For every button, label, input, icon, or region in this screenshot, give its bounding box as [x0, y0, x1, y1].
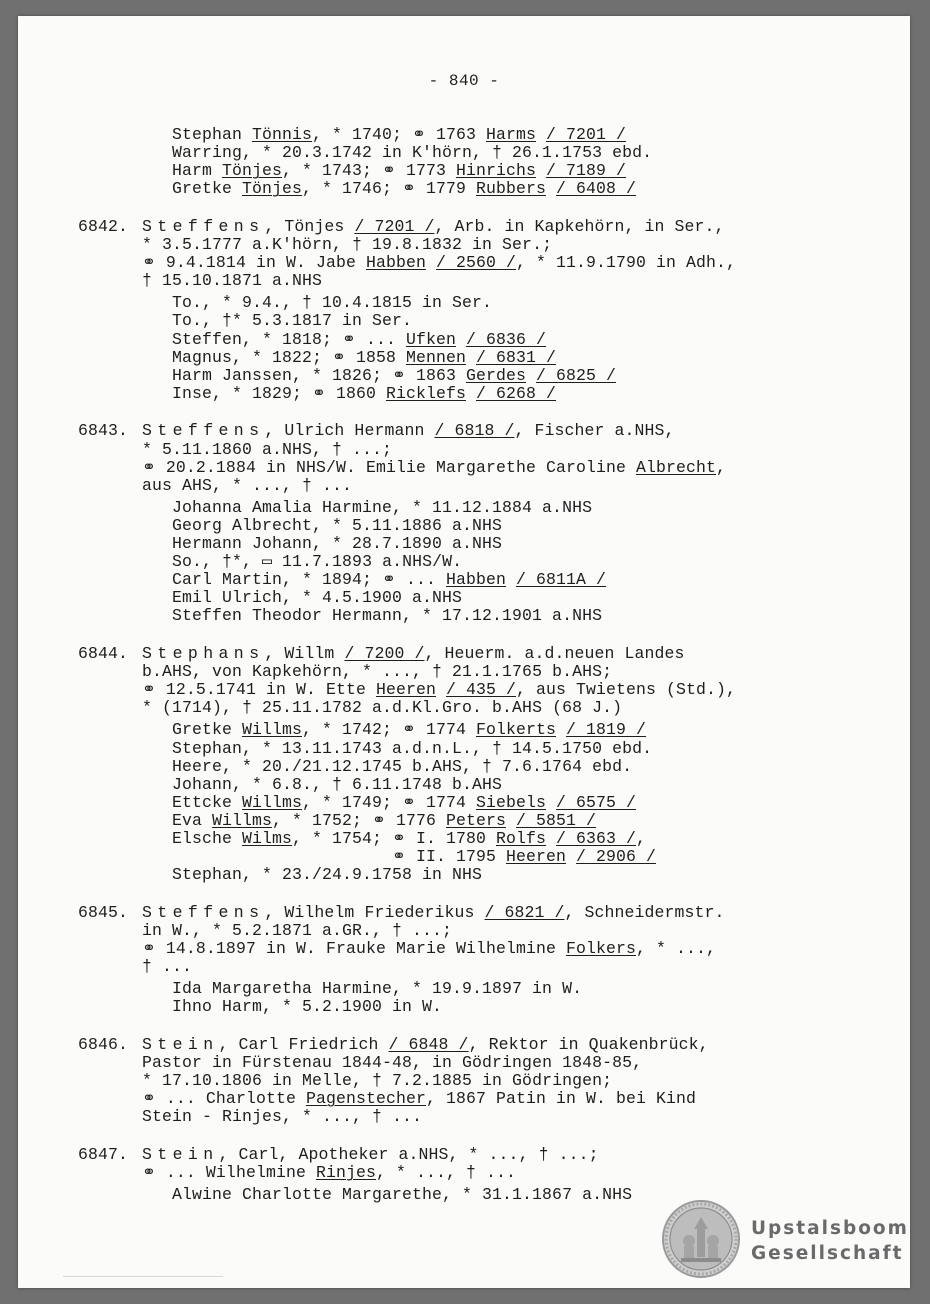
child-line: [172, 367, 616, 385]
text-segment: ⚭ ... Wilhelmine: [142, 1163, 316, 1182]
text-segment: [546, 829, 556, 848]
child-line: [172, 980, 582, 998]
child-line: [172, 848, 656, 866]
underlined-reference: Habben: [365, 253, 426, 273]
text-segment: , * 1749; ⚭ 1774: [302, 792, 476, 812]
text-segment: To., * 9.4., † 10.4.1815 in Ser.: [172, 293, 493, 313]
text-segment: Carl Martin, * 1894; ⚭ ...: [172, 570, 446, 590]
child-line: [172, 758, 632, 776]
entry-line: [142, 681, 736, 699]
underlined-reference: Pagenstecher: [305, 1089, 426, 1109]
text-segment: Ihno Harm, * 5.2.1900 in W.: [172, 997, 443, 1017]
underlined-reference: Tönjes: [222, 161, 283, 181]
underlined-reference: / 7201 /: [546, 125, 627, 144]
surname: Stephans: [142, 644, 265, 663]
text-segment: Harm Janssen, * 1826; ⚭ 1863: [172, 365, 466, 385]
text-segment: , * 1754; ⚭ I. 1780: [292, 829, 496, 848]
entry-line: [142, 1072, 612, 1090]
underlined-reference: Folkers: [566, 939, 637, 958]
text-segment: [526, 366, 536, 385]
underlined-reference: Tönjes: [242, 179, 303, 199]
underlined-reference: / 435 /: [446, 680, 517, 700]
child-line: [172, 162, 626, 180]
surname: Stein: [142, 1144, 219, 1164]
underlined-reference: / 7201 /: [354, 216, 435, 236]
entry-heading: [142, 1036, 709, 1054]
text-segment: [546, 793, 556, 812]
text-segment: Harm: [172, 161, 223, 181]
child-line: [172, 349, 556, 367]
underlined-reference: / 2560 /: [436, 253, 517, 273]
entry-line: [142, 699, 622, 717]
child-line: [172, 776, 502, 794]
text-segment: [466, 384, 476, 403]
document-page: [18, 16, 910, 1288]
underlined-reference: / 6831 /: [476, 347, 557, 367]
text-segment: ,: [716, 457, 727, 477]
text-segment: Stephan: [172, 125, 253, 144]
entry-line: [142, 459, 726, 477]
text-segment: Pastor in Fürstenau 1844-48, in Gödringen 1848-85,: [142, 1053, 643, 1072]
text-segment: , * 1742; ⚭ 1774: [302, 720, 476, 740]
text-segment: aus AHS, * ..., † ...: [142, 475, 353, 495]
underlined-reference: / 6836 /: [466, 329, 547, 349]
text-segment: Eva: [172, 810, 213, 830]
child-line: [172, 553, 462, 571]
page-number: - 840 -: [428, 72, 500, 90]
entry-line: [142, 1164, 516, 1182]
entry-heading: [142, 218, 725, 236]
text-segment: [466, 348, 476, 367]
child-line: [172, 312, 412, 330]
society-seal-icon: [661, 1199, 741, 1279]
text-segment: Johann, * 6.8., † 6.11.1748 b.AHS: [172, 774, 503, 794]
underlined-reference: / 5851 /: [516, 810, 597, 830]
text-segment: Steffen, * 1818; ⚭ ...: [172, 329, 406, 349]
text-segment: , Tönjes: [264, 216, 355, 236]
underlined-reference: / 7200 /: [344, 644, 425, 663]
child-line: [172, 331, 546, 349]
text-segment: Stein - Rinjes, * ..., † ...: [142, 1107, 423, 1127]
underlined-reference: Peters: [445, 810, 506, 830]
text-segment: ⚭ 14.8.1897 in W. Frauke Marie Wilhelmine: [142, 939, 566, 958]
entry-line: [142, 1090, 696, 1108]
underlined-reference: Siebels: [475, 792, 546, 812]
text-segment: [456, 330, 466, 349]
text-segment: Stephan, * 23./24.9.1758 in NHS: [172, 865, 483, 885]
child-line: [172, 144, 652, 162]
entry-number: 6845.: [78, 902, 129, 922]
child-line: [172, 517, 502, 535]
divider: [63, 1276, 223, 1277]
text-segment: in W., * 5.2.1871 a.GR., † ...;: [142, 920, 453, 940]
child-line: [172, 535, 502, 553]
text-segment: , * ..., † ...: [375, 1163, 516, 1182]
text-segment: Ettcke: [172, 792, 243, 812]
text-segment: ⚭ 12.5.1741 in W. Ette: [142, 680, 376, 700]
underlined-reference: Albrecht: [636, 457, 717, 477]
text-segment: , * ...,: [636, 939, 717, 958]
underlined-reference: Heeren: [505, 847, 566, 867]
underlined-reference: / 6811A /: [516, 570, 607, 590]
text-segment: , Carl Friedrich: [218, 1034, 389, 1054]
child-line: [172, 180, 636, 198]
text-segment: † 15.10.1871 a.NHS: [142, 271, 323, 291]
underlined-reference: Willms: [212, 810, 273, 830]
text-segment: , Rektor in Quakenbrück,: [468, 1034, 709, 1054]
underlined-reference: Heeren: [375, 680, 436, 700]
society-name: [751, 1216, 909, 1266]
entry-heading: [142, 422, 675, 440]
text-segment: So., †*, ▭ 11.7.1893 a.NHS/W.: [172, 552, 463, 572]
text-segment: Alwine Charlotte Margarethe, * 31.1.1867 a.NHS: [172, 1185, 633, 1205]
entry-line: [142, 477, 352, 495]
text-segment: Heere, * 20./21.12.1745 b.AHS, † 7.6.1764 ebd.: [172, 756, 633, 776]
underlined-reference: Folkerts: [475, 720, 556, 740]
child-line: [172, 740, 652, 758]
underlined-reference: Harms: [485, 125, 536, 144]
entry-line: [142, 1054, 642, 1072]
underlined-reference: / 7189 /: [546, 161, 627, 181]
child-line: [172, 830, 646, 848]
text-segment: , Arb. in Kapkehörn, in Ser.,: [434, 216, 725, 236]
text-segment: Johanna Amalia Harmine, * 11.12.1884 a.NHS: [172, 497, 593, 517]
entry-line: [142, 254, 736, 272]
underlined-reference: Tönnis: [252, 125, 313, 144]
entry-number: 6847.: [78, 1144, 129, 1164]
child-line: [172, 126, 626, 144]
text-segment: Stephan, * 13.11.1743 a.d.n.L., † 14.5.1750 ebd.: [172, 738, 653, 758]
text-segment: Hermann Johann, * 28.7.1890 a.NHS: [172, 534, 503, 553]
text-segment: To., †* 5.3.1817 in Ser.: [172, 311, 413, 331]
entry-line: [142, 1108, 422, 1126]
text-segment: [506, 570, 516, 589]
child-line: [172, 499, 592, 517]
entry-number: 6842.: [78, 216, 129, 236]
text-segment: ⚭ 20.2.1884 in NHS/W. Emilie Margarethe Caroline: [142, 457, 637, 477]
text-segment: Warring, * 20.3.1742 in K'hörn, † 26.1.1753 ebd.: [172, 143, 653, 163]
surname: Stein: [142, 1034, 219, 1054]
underlined-reference: Wilms: [242, 829, 293, 848]
text-segment: † ...: [142, 957, 193, 977]
text-segment: , Willm: [264, 644, 345, 663]
child-line: [172, 1186, 632, 1204]
underlined-reference: / 6818 /: [434, 421, 515, 441]
text-segment: , * 1752; ⚭ 1776: [272, 810, 446, 830]
text-segment: [506, 811, 516, 830]
underlined-reference: Rolfs: [496, 829, 547, 848]
surname: Steffens: [142, 902, 265, 922]
underlined-reference: / 2906 /: [576, 847, 657, 867]
text-segment: , * 1743; ⚭ 1773: [282, 161, 456, 181]
entry-line: [142, 272, 322, 290]
underlined-reference: / 6363 /: [556, 829, 637, 848]
text-segment: [566, 847, 576, 866]
child-line: [172, 607, 602, 625]
underlined-reference: / 6848 /: [388, 1034, 469, 1054]
text-segment: Magnus, * 1822; ⚭ 1858: [172, 347, 406, 367]
entry-number: 6846.: [78, 1034, 129, 1054]
text-segment: Ida Margaretha Harmine, * 19.9.1897 in W.: [172, 979, 583, 999]
underlined-reference: / 6821 /: [484, 902, 565, 922]
text-segment: , Heuerm. a.d.neuen Landes: [424, 644, 685, 663]
text-segment: Gretke: [172, 179, 243, 199]
entry-heading: [142, 645, 685, 663]
text-segment: * (1714), † 25.11.1782 a.d.Kl.Gro. b.AHS (68 J.): [142, 698, 623, 718]
underlined-reference: / 6575 /: [556, 792, 637, 812]
entry-number: 6844.: [78, 644, 129, 663]
text-segment: , 1867 Patin in W. bei Kind: [425, 1089, 697, 1109]
text-segment: [436, 680, 446, 699]
text-segment: [426, 253, 436, 272]
entry-line: [142, 922, 452, 940]
underlined-reference: / 1819 /: [566, 720, 647, 740]
child-line: [172, 812, 596, 830]
underlined-reference: Willms: [242, 720, 303, 740]
underlined-reference: Ufken: [405, 329, 456, 349]
entry-number: 6843.: [78, 421, 129, 441]
text-segment: Gretke: [172, 720, 243, 740]
text-segment: ⚭ II. 1795: [172, 847, 506, 867]
child-line: [172, 385, 556, 403]
child-line: [172, 721, 646, 739]
text-segment: ⚭ 9.4.1814 in W. Jabe: [142, 253, 366, 273]
entry-line: [142, 940, 716, 958]
entry-line: [142, 441, 392, 459]
child-line: [172, 294, 492, 312]
child-line: [172, 794, 636, 812]
society-name-line: Upstalsboom: [751, 1218, 909, 1239]
text-segment: Georg Albrecht, * 5.11.1886 a.NHS: [172, 515, 503, 535]
text-segment: Emil Ulrich, * 4.5.1900 a.NHS: [172, 588, 463, 608]
text-segment: , * 1740; ⚭ 1763: [312, 125, 486, 144]
underlined-reference: Willms: [242, 792, 303, 812]
text-segment: Inse, * 1829; ⚭ 1860: [172, 383, 386, 403]
text-segment: , Wilhelm Friederikus: [264, 902, 485, 922]
text-segment: , Schneidermstr.: [564, 902, 725, 922]
text-segment: [536, 161, 546, 180]
underlined-reference: Rinjes: [315, 1163, 376, 1182]
underlined-reference: / 6408 /: [556, 179, 637, 199]
entry-line: [142, 236, 552, 254]
underlined-reference: Hinrichs: [455, 161, 536, 181]
entry-line: [142, 663, 612, 681]
text-segment: , Carl, Apotheker a.NHS, * ..., † ...;: [218, 1144, 599, 1164]
underlined-reference: / 6268 /: [476, 383, 557, 403]
entry-line: [142, 958, 192, 976]
text-segment: * 3.5.1777 a.K'hörn, † 19.8.1832 in Ser.;: [142, 235, 553, 254]
child-line: [172, 866, 482, 884]
entry-heading: [142, 1146, 599, 1164]
text-segment: , * 1746; ⚭ 1779: [302, 179, 476, 199]
text-segment: , Ulrich Hermann: [264, 421, 435, 441]
text-segment: Steffen Theodor Hermann, * 17.12.1901 a.NHS: [172, 606, 603, 626]
text-segment: Elsche: [172, 829, 243, 848]
text-segment: * 17.10.1806 in Melle, † 7.2.1885 in Gödringen;: [142, 1071, 613, 1091]
underlined-reference: / 6825 /: [536, 365, 617, 385]
surname: Steffens: [142, 421, 265, 441]
text-segment: [546, 179, 556, 198]
underlined-reference: Mennen: [405, 347, 466, 367]
entry-heading: [142, 904, 725, 922]
underlined-reference: Ricklefs: [385, 383, 466, 403]
child-line: [172, 571, 606, 589]
underlined-reference: Habben: [445, 570, 506, 590]
text-segment: , Fischer a.NHS,: [514, 421, 675, 441]
child-line: [172, 589, 462, 607]
text-segment: , aus Twietens (Std.),: [516, 680, 737, 700]
text-segment: ,: [636, 829, 647, 848]
text-segment: b.AHS, von Kapkehörn, * ..., † 21.1.1765 b.AHS;: [142, 662, 613, 682]
underlined-reference: Gerdes: [465, 365, 526, 385]
text-segment: , * 11.9.1790 in Adh.,: [516, 253, 737, 273]
text-segment: [556, 720, 566, 739]
surname: Steffens: [142, 216, 265, 236]
text-segment: * 5.11.1860 a.NHS, † ...;: [142, 439, 393, 459]
underlined-reference: Rubbers: [475, 179, 546, 199]
text-segment: ⚭ ... Charlotte: [142, 1089, 306, 1109]
child-line: [172, 998, 442, 1016]
society-name-line: Gesellschaft: [751, 1243, 904, 1264]
text-segment: [536, 125, 546, 144]
